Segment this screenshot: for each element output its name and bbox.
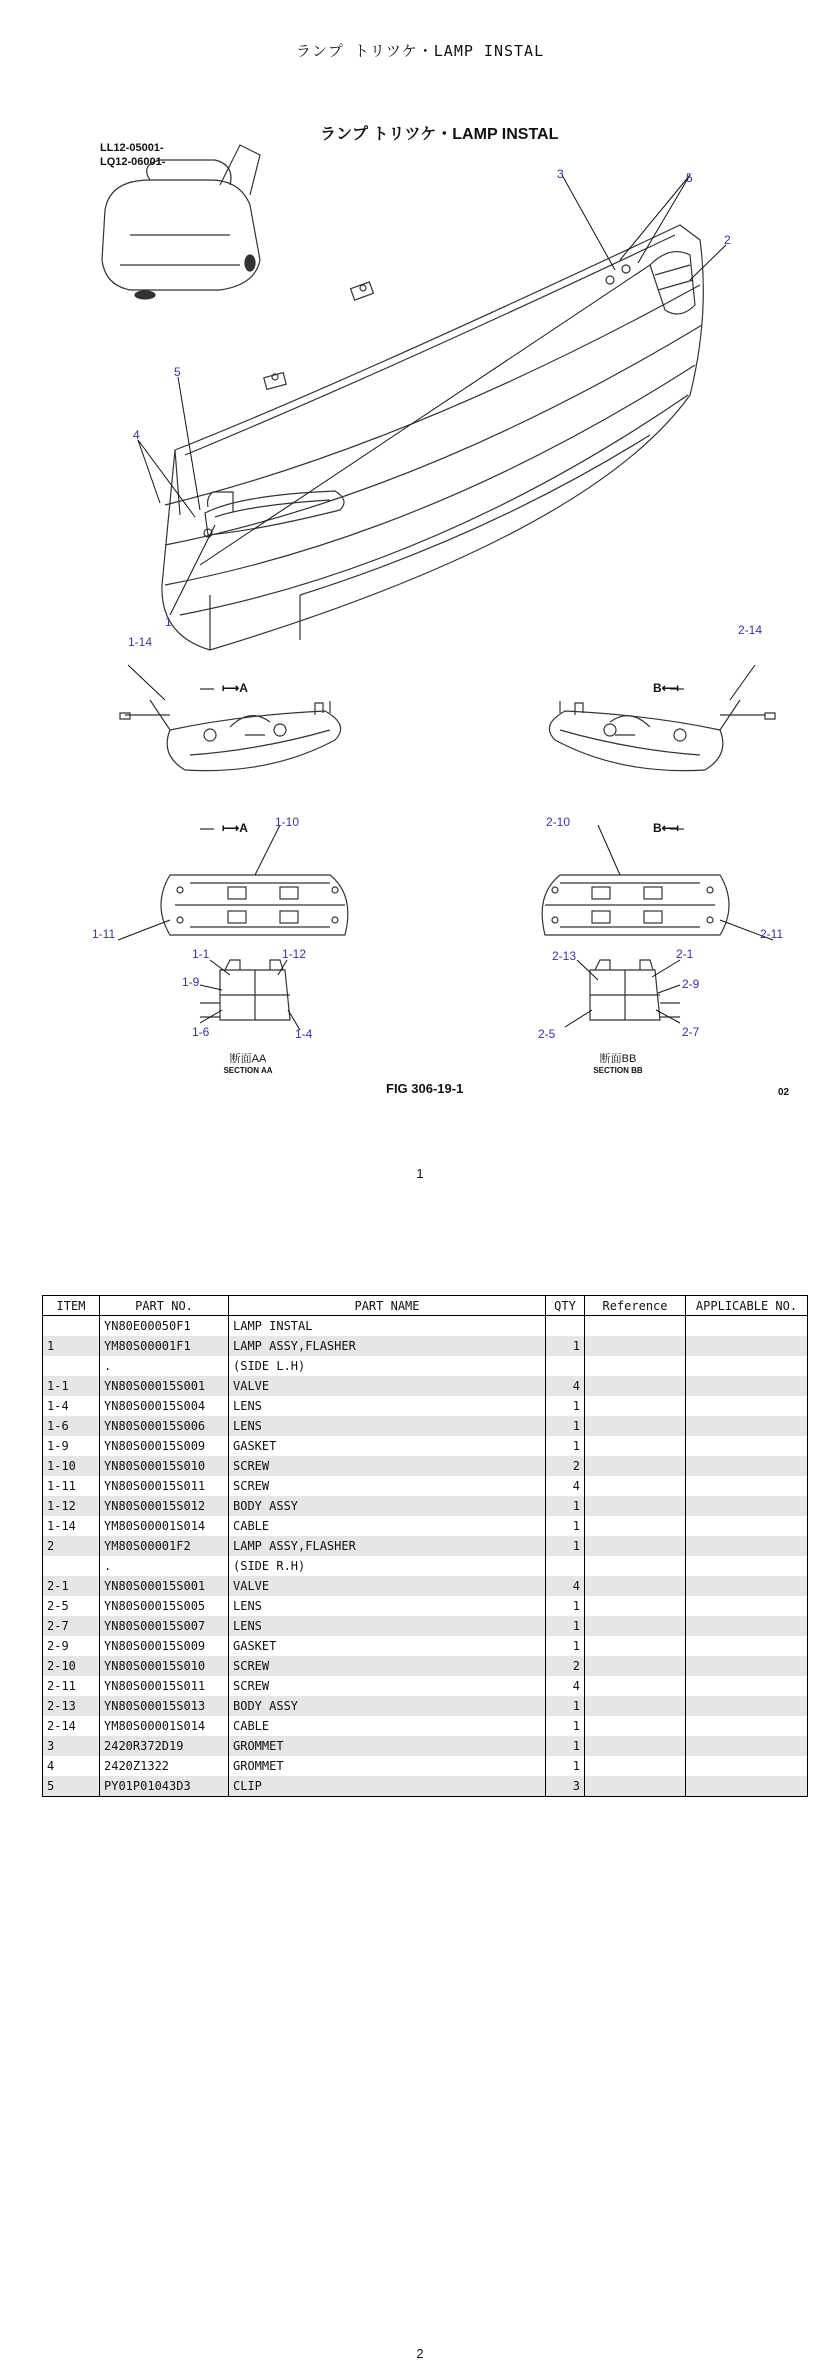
part-name-cell: (SIDE L.H) xyxy=(229,1356,546,1376)
applicable-cell xyxy=(686,1436,808,1456)
qty-cell: 1 xyxy=(546,1596,585,1616)
item-cell: 1-12 xyxy=(43,1496,100,1516)
section-bb-label: 断面BB SECTION BB xyxy=(593,1053,643,1075)
qty-cell: 1 xyxy=(546,1736,585,1756)
part-name-cell: GROMMET xyxy=(229,1756,546,1776)
part-name-cell: (SIDE R.H) xyxy=(229,1556,546,1576)
table-row xyxy=(43,1736,808,1756)
applicable-cell xyxy=(686,1556,808,1576)
part-no-cell: YN80S00015S010 xyxy=(100,1656,229,1676)
reference-cell xyxy=(585,1596,686,1616)
applicable-cell xyxy=(686,1476,808,1496)
part-name-cell: LAMP ASSY,FLASHER xyxy=(229,1336,546,1356)
reference-cell xyxy=(585,1536,686,1556)
applicable-cell xyxy=(686,1376,808,1396)
reference-cell xyxy=(585,1416,686,1436)
serial-range-1: LL12-05001- xyxy=(100,142,164,154)
section-mark-b-top: B⟻ xyxy=(653,681,679,695)
qty-cell: 4 xyxy=(546,1676,585,1696)
callout-1-4: 1-4 xyxy=(295,1027,313,1041)
part-name-cell: GASKET xyxy=(229,1636,546,1656)
item-cell: 2-7 xyxy=(43,1616,100,1636)
applicable-cell xyxy=(686,1696,808,1716)
applicable-cell xyxy=(686,1596,808,1616)
item-cell: 1-4 xyxy=(43,1396,100,1416)
applicable-cell xyxy=(686,1616,808,1636)
qty-cell: 1 xyxy=(546,1696,585,1716)
col-part-name-header: PART NAME xyxy=(229,1296,546,1316)
table-row xyxy=(43,1396,808,1416)
part-name-cell: SCREW xyxy=(229,1456,546,1476)
item-cell: 3 xyxy=(43,1736,100,1756)
part-no-cell: 2420Z1322 xyxy=(100,1756,229,1776)
part-name-cell: CABLE xyxy=(229,1716,546,1736)
callout-2-5: 2-5 xyxy=(538,1027,556,1041)
callout-1: 1 xyxy=(165,615,172,629)
section-aa-drawing xyxy=(200,960,290,1020)
page-title: ランプ トリツケ・LAMP INSTAL xyxy=(295,42,545,60)
part-name-cell: LENS xyxy=(229,1396,546,1416)
reference-cell xyxy=(585,1436,686,1456)
part-name-cell: LENS xyxy=(229,1416,546,1436)
callout-2-7: 2-7 xyxy=(682,1025,700,1039)
table-row xyxy=(43,1616,808,1636)
table-row xyxy=(43,1636,808,1656)
applicable-cell xyxy=(686,1656,808,1676)
reference-cell xyxy=(585,1356,686,1376)
callout-5-right: 5 xyxy=(686,171,693,185)
table-row xyxy=(43,1496,808,1516)
callout-2-9: 2-9 xyxy=(682,977,700,991)
part-no-cell: YM80S00001S014 xyxy=(100,1716,229,1736)
applicable-cell xyxy=(686,1416,808,1436)
qty-cell: 4 xyxy=(546,1376,585,1396)
qty-cell: 1 xyxy=(546,1756,585,1776)
table-row xyxy=(43,1536,808,1556)
lens-section-left xyxy=(161,875,348,935)
applicable-cell xyxy=(686,1536,808,1556)
lamp-detail-right xyxy=(549,689,775,829)
part-no-cell: YN80E00050F1 xyxy=(100,1316,229,1337)
part-no-cell: YN80S00015S009 xyxy=(100,1436,229,1456)
item-cell: 2-13 xyxy=(43,1696,100,1716)
applicable-cell xyxy=(686,1736,808,1756)
part-name-cell: SCREW xyxy=(229,1656,546,1676)
callout-3: 3 xyxy=(557,167,564,181)
qty-cell: 1 xyxy=(546,1416,585,1436)
table-row xyxy=(43,1556,808,1576)
item-cell: 1-10 xyxy=(43,1456,100,1476)
part-no-cell: YN80S00015S010 xyxy=(100,1456,229,1476)
col-part-no-header: PART NO. xyxy=(100,1296,229,1316)
col-qty-header: QTY xyxy=(546,1296,585,1316)
callout-1-6: 1-6 xyxy=(192,1025,210,1039)
part-no-cell: YN80S00015S009 xyxy=(100,1636,229,1656)
reference-cell xyxy=(585,1736,686,1756)
part-no-cell: YN80S00015S005 xyxy=(100,1596,229,1616)
detail-leader-lines xyxy=(118,665,773,1030)
callout-1-1: 1-1 xyxy=(192,947,210,961)
callout-1-9: 1-9 xyxy=(182,975,200,989)
part-name-cell: LAMP INSTAL xyxy=(229,1316,546,1337)
page-number-2: 2 xyxy=(416,2346,424,2361)
callout-2-1: 2-1 xyxy=(676,947,694,961)
part-name-cell: BODY ASSY xyxy=(229,1696,546,1716)
table-row xyxy=(43,1416,808,1436)
item-cell: 1-1 xyxy=(43,1376,100,1396)
item-cell xyxy=(43,1556,100,1576)
callout-2-14: 2-14 xyxy=(738,623,763,637)
col-item-header: ITEM xyxy=(43,1296,100,1316)
part-no-cell: YN80S00015S012 xyxy=(100,1496,229,1516)
part-name-cell: BODY ASSY xyxy=(229,1496,546,1516)
part-no-cell: YN80S00015S011 xyxy=(100,1476,229,1496)
item-cell: 1-6 xyxy=(43,1416,100,1436)
item-cell: 2-5 xyxy=(43,1596,100,1616)
item-cell: 2-9 xyxy=(43,1636,100,1656)
parts-table xyxy=(42,1295,808,1797)
item-cell: 2-11 xyxy=(43,1676,100,1696)
reference-cell xyxy=(585,1776,686,1797)
callout-1-11: 1-11 xyxy=(92,927,116,941)
qty-cell: 1 xyxy=(546,1716,585,1736)
table-row xyxy=(43,1776,808,1797)
section-mark-a-bottom: ⟼A xyxy=(222,821,248,835)
reference-cell xyxy=(585,1456,686,1476)
figure-heading: ランプ トリツケ・LAMP INSTAL xyxy=(320,126,559,143)
qty-cell xyxy=(546,1316,585,1337)
callout-1-14: 1-14 xyxy=(128,635,153,649)
figure-code: FIG 306-19-1 xyxy=(386,1081,464,1096)
applicable-cell xyxy=(686,1676,808,1696)
qty-cell: 1 xyxy=(546,1436,585,1456)
applicable-cell xyxy=(686,1496,808,1516)
item-cell: 1 xyxy=(43,1336,100,1356)
item-cell: 1-14 xyxy=(43,1516,100,1536)
item-cell: 2-10 xyxy=(43,1656,100,1676)
callout-1-12: 1-12 xyxy=(282,947,307,961)
part-no-cell: YM80S00001S014 xyxy=(100,1516,229,1536)
callout-2: 2 xyxy=(724,233,731,247)
qty-cell: 2 xyxy=(546,1456,585,1476)
callout-2-11: 2-11 xyxy=(760,927,784,941)
qty-cell: 3 xyxy=(546,1776,585,1797)
part-no-cell: YN80S00015S007 xyxy=(100,1616,229,1636)
qty-cell: 1 xyxy=(546,1496,585,1516)
item-cell: 2-1 xyxy=(43,1576,100,1596)
qty-cell xyxy=(546,1356,585,1376)
reference-cell xyxy=(585,1636,686,1656)
part-name-cell: CABLE xyxy=(229,1516,546,1536)
qty-cell: 4 xyxy=(546,1476,585,1496)
reference-cell xyxy=(585,1616,686,1636)
part-no-cell: . xyxy=(100,1556,229,1576)
table-row xyxy=(43,1656,808,1676)
part-no-cell: YM80S00001F1 xyxy=(100,1336,229,1356)
table-row xyxy=(43,1756,808,1776)
qty-cell: 1 xyxy=(546,1516,585,1536)
reference-cell xyxy=(585,1316,686,1337)
table-row xyxy=(43,1456,808,1476)
applicable-cell xyxy=(686,1636,808,1656)
page-number-1: 1 xyxy=(416,1166,424,1181)
item-cell xyxy=(43,1316,100,1337)
qty-cell: 1 xyxy=(546,1616,585,1636)
part-name-cell: GASKET xyxy=(229,1436,546,1456)
part-no-cell: PY01P01043D3 xyxy=(100,1776,229,1797)
parts-table-body xyxy=(43,1316,808,1797)
table-row xyxy=(43,1436,808,1456)
table-row xyxy=(43,1316,808,1337)
item-cell: 4 xyxy=(43,1756,100,1776)
qty-cell: 1 xyxy=(546,1636,585,1656)
revision-code: 02 xyxy=(778,1087,790,1098)
applicable-cell xyxy=(686,1776,808,1797)
item-cell xyxy=(43,1356,100,1376)
part-no-cell: YN80S00015S004 xyxy=(100,1396,229,1416)
reference-cell xyxy=(585,1716,686,1736)
table-row xyxy=(43,1336,808,1356)
part-no-cell: YN80S00015S011 xyxy=(100,1676,229,1696)
applicable-cell xyxy=(686,1456,808,1476)
applicable-cell xyxy=(686,1396,808,1416)
part-no-cell: 2420R372D19 xyxy=(100,1736,229,1756)
table-row xyxy=(43,1576,808,1596)
reference-cell xyxy=(585,1576,686,1596)
part-no-cell: YM80S00001F2 xyxy=(100,1536,229,1556)
table-row xyxy=(43,1596,808,1616)
part-name-cell: VALVE xyxy=(229,1376,546,1396)
reference-cell xyxy=(585,1676,686,1696)
item-cell: 1-9 xyxy=(43,1436,100,1456)
section-mark-a-top: ⟼A xyxy=(222,681,248,695)
table-row xyxy=(43,1516,808,1536)
part-no-cell: . xyxy=(100,1356,229,1376)
reference-cell xyxy=(585,1376,686,1396)
applicable-cell xyxy=(686,1336,808,1356)
table-row xyxy=(43,1476,808,1496)
qty-cell: 2 xyxy=(546,1656,585,1676)
section-aa-label: 断面AA SECTION AA xyxy=(223,1053,273,1075)
reference-cell xyxy=(585,1476,686,1496)
reference-cell xyxy=(585,1756,686,1776)
part-no-cell: YN80S00015S013 xyxy=(100,1696,229,1716)
applicable-cell xyxy=(686,1356,808,1376)
part-name-cell: CLIP xyxy=(229,1776,546,1797)
part-name-cell: VALVE xyxy=(229,1576,546,1596)
lamp-detail-left xyxy=(120,689,341,829)
item-cell: 2 xyxy=(43,1536,100,1556)
parts-figure xyxy=(90,115,800,1098)
item-cell: 1-11 xyxy=(43,1476,100,1496)
reference-cell xyxy=(585,1496,686,1516)
callout-1-10: 1-10 xyxy=(275,815,300,829)
callout-4: 4 xyxy=(133,428,140,442)
reference-cell xyxy=(585,1396,686,1416)
qty-cell: 1 xyxy=(546,1536,585,1556)
callout-5-left: 5 xyxy=(174,365,181,379)
reference-cell xyxy=(585,1336,686,1356)
table-header-row xyxy=(43,1296,808,1316)
part-name-cell: LENS xyxy=(229,1616,546,1636)
table-row xyxy=(43,1676,808,1696)
table-row xyxy=(43,1376,808,1396)
part-no-cell: YN80S00015S001 xyxy=(100,1376,229,1396)
applicable-cell xyxy=(686,1316,808,1337)
reference-cell xyxy=(585,1556,686,1576)
col-applicable-header: APPLICABLE NO. xyxy=(686,1296,808,1316)
qty-cell: 4 xyxy=(546,1576,585,1596)
counterweight-panel-drawing xyxy=(162,225,703,650)
part-name-cell: SCREW xyxy=(229,1676,546,1696)
section-mark-b-bottom: B⟻ xyxy=(653,821,679,835)
table-row xyxy=(43,1356,808,1376)
reference-cell xyxy=(585,1696,686,1716)
applicable-cell xyxy=(686,1516,808,1536)
applicable-cell xyxy=(686,1576,808,1596)
leader-lines xyxy=(138,175,726,615)
applicable-cell xyxy=(686,1756,808,1776)
lens-section-right xyxy=(542,875,729,935)
applicable-cell xyxy=(686,1716,808,1736)
serial-range-2: LQ12-06001- xyxy=(100,156,166,168)
reference-cell xyxy=(585,1656,686,1676)
table-row xyxy=(43,1696,808,1716)
part-name-cell: LENS xyxy=(229,1596,546,1616)
part-name-cell: SCREW xyxy=(229,1476,546,1496)
callout-2-10: 2-10 xyxy=(546,815,571,829)
qty-cell xyxy=(546,1556,585,1576)
part-name-cell: GROMMET xyxy=(229,1736,546,1756)
item-cell: 5 xyxy=(43,1776,100,1797)
part-name-cell: LAMP ASSY,FLASHER xyxy=(229,1536,546,1556)
reference-cell xyxy=(585,1516,686,1536)
qty-cell: 1 xyxy=(546,1336,585,1356)
qty-cell: 1 xyxy=(546,1396,585,1416)
item-cell: 2-14 xyxy=(43,1716,100,1736)
callout-2-13: 2-13 xyxy=(552,949,577,963)
col-reference-header: Reference xyxy=(585,1296,686,1316)
part-no-cell: YN80S00015S006 xyxy=(100,1416,229,1436)
part-no-cell: YN80S00015S001 xyxy=(100,1576,229,1596)
table-row xyxy=(43,1716,808,1736)
